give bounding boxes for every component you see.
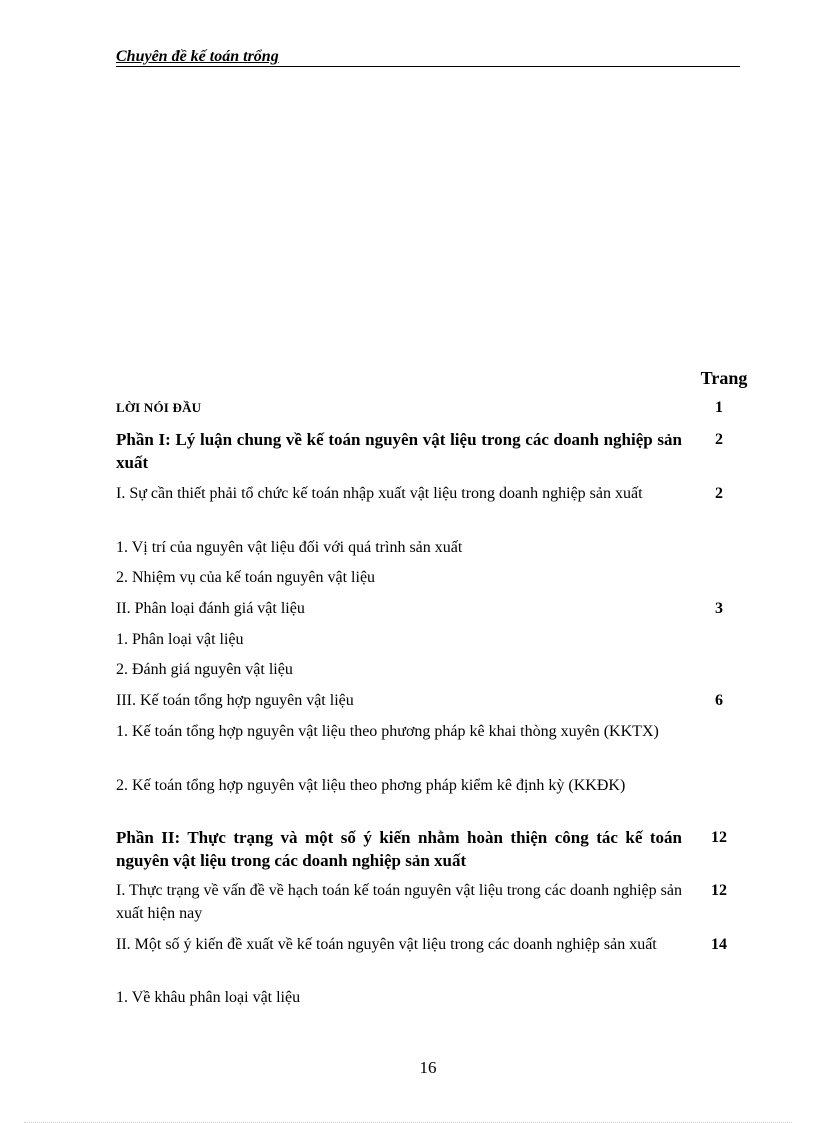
- toc-entry-page: 6: [715, 692, 723, 709]
- toc-entry[interactable]: [116, 536, 756, 559]
- toc-entry-page: [682, 720, 756, 743]
- toc-entry-text: LỜI NÓI ĐẦU: [116, 400, 202, 415]
- toc-entry-page: 12: [711, 882, 727, 899]
- header-title: Chuyên đề kế toán trổng: [116, 48, 279, 65]
- toc-entry-page: 2: [715, 485, 723, 502]
- toc-entry[interactable]: [116, 428, 756, 474]
- toc-entry-text: Phần I: Lý luận chung về kế toán nguyên vật liệu trong các doanh nghiệp sản xuất: [116, 430, 682, 472]
- toc-entry-page: 14: [711, 936, 727, 953]
- page-number: 16: [419, 1058, 437, 1077]
- toc-entry[interactable]: [116, 628, 756, 651]
- toc-entry[interactable]: [116, 566, 756, 589]
- toc-entry[interactable]: [116, 986, 756, 1009]
- toc-entry-page: [682, 628, 756, 651]
- toc-entry-text: III. Kế toán tổng hợp nguyên vật liệu: [116, 692, 354, 709]
- toc-entry-page: [682, 658, 756, 681]
- toc-entry-text: 2. Nhiệm vụ của kế toán nguyên vật liệu: [116, 569, 376, 586]
- toc-entry[interactable]: [116, 396, 756, 419]
- toc-entry[interactable]: [116, 720, 756, 743]
- toc-entry[interactable]: [116, 774, 756, 797]
- toc-entry-page: 12: [711, 829, 727, 846]
- toc-entry-page: [682, 536, 756, 559]
- toc-entry-text: I. Thực trạng về vấn đề về hạch toán kế toán nguyên vật liệu trong các doanh nghiệp sản xuất hiện nay: [116, 882, 682, 922]
- toc-entry-page: [682, 986, 756, 1009]
- toc-entry-text: I. Sự cần thiết phải tổ chức kế toán nhập xuất vật liệu trong doanh nghiệp sản xuất: [116, 485, 643, 502]
- toc-entry[interactable]: [116, 658, 756, 681]
- page-column-header: Trang: [700, 368, 748, 388]
- toc-entry-text: II. Phân loại đánh giá vật liệu: [116, 600, 305, 617]
- toc-entry-page: [682, 774, 756, 797]
- toc-entry[interactable]: [116, 879, 756, 925]
- toc-entry-text: 1. Kế toán tổng hợp nguyên vật liệu theo phương pháp kê khai thòng xuyên (KKTX): [116, 723, 659, 740]
- toc-entry-page: 3: [715, 600, 723, 617]
- toc-entry-text: 2. Kế toán tổng hợp nguyên vật liệu theo phơng pháp kiểm kê định kỳ (KKĐK): [116, 777, 626, 794]
- toc-entry-page: [682, 566, 756, 589]
- toc-entry[interactable]: [116, 597, 756, 620]
- toc-entry[interactable]: [116, 826, 756, 872]
- toc-entry-page: 1: [715, 399, 723, 416]
- toc-entry[interactable]: [116, 689, 756, 712]
- toc-entry-text: 1. Vị trí của nguyên vật liệu đối với quá trình sản xuất: [116, 539, 463, 556]
- running-header: [116, 48, 740, 67]
- toc-entry[interactable]: [116, 482, 756, 505]
- toc-entry-text: 1. Về khâu phân loại vật liệu: [116, 989, 301, 1006]
- toc-entry-text: 2. Đánh giá nguyên vật liệu: [116, 661, 293, 678]
- toc-entry-page: 2: [715, 431, 723, 448]
- toc-entry-text: II. Một số ý kiến đề xuất về kế toán nguyên vật liệu trong các doanh nghiệp sản xuất: [116, 936, 657, 953]
- toc-entry-text: Phần II: Thực trạng và một số ý kiến nhằm hoàn thiện công tác kế toán nguyên vật liệu trong các doanh nghiệp sản xuất: [116, 828, 682, 870]
- toc-entry-text: 1. Phân loại vật liệu: [116, 631, 244, 648]
- toc-entry[interactable]: [116, 933, 756, 956]
